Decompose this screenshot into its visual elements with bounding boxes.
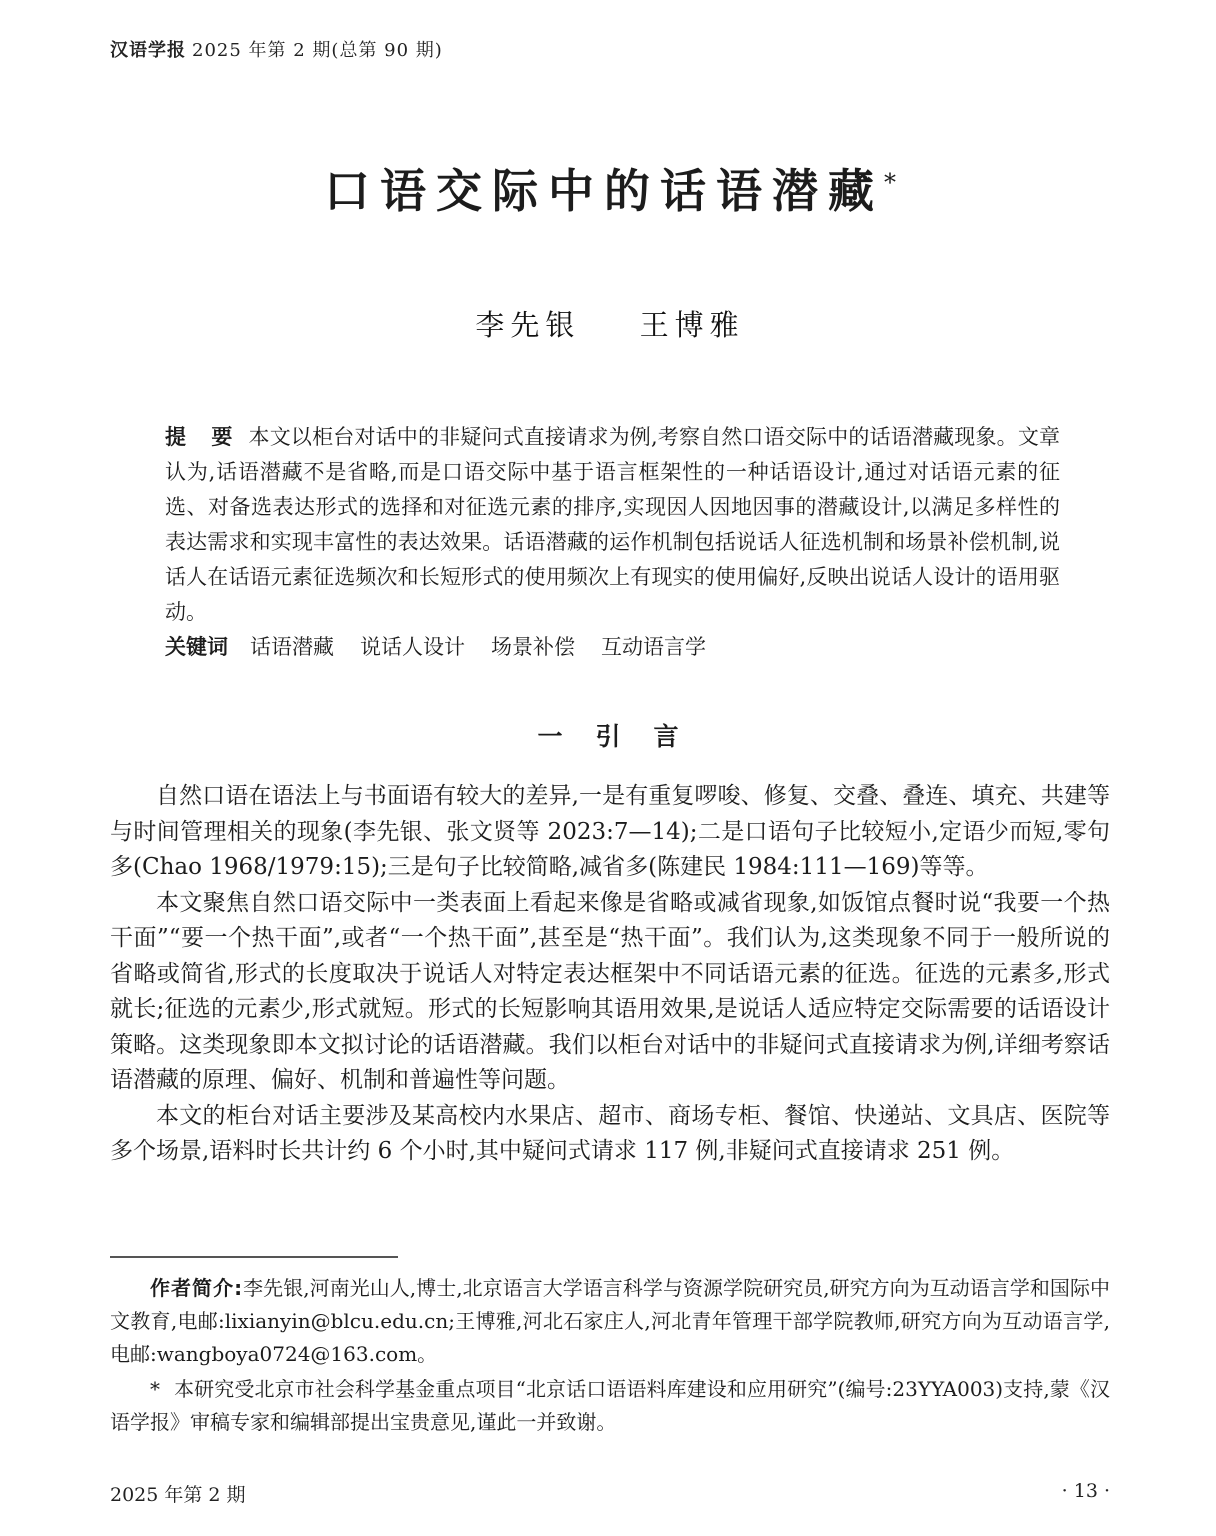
- keyword-1: 话语潜藏: [250, 635, 334, 660]
- abstract-paragraph: [165, 420, 1060, 630]
- body-paragraph-1: 自然口语在语法上与书面语有较大的差异,一是有重复啰唆、修复、交叠、叠连、填充、共建等与时间管理相关的现象(李先银、张文贤等 2023:7—14);二是口语句子比较短小,定语少而短,零句多(Chao 1968/1979:15);三是句子比较简略,减省多(陈建民 1984:111—169)等等。: [110, 783, 1110, 881]
- article-title: [110, 164, 1110, 219]
- journal-header: [110, 36, 1110, 62]
- journal-issue-info: 2025 年第 2 期(总第 90 期): [192, 40, 443, 61]
- footnote-divider: [110, 1256, 398, 1258]
- footer-issue-info: 2025 年第 2 期: [110, 1484, 246, 1506]
- author-name-2: 王博雅: [639, 308, 745, 343]
- footer-page-number: · 13 ·: [1061, 1480, 1110, 1502]
- keyword-2: 说话人设计: [360, 635, 465, 660]
- keywords-label: 关键词: [165, 635, 228, 660]
- author-bio-label: 作者简介:: [150, 1276, 244, 1300]
- funding-note: [110, 1373, 1110, 1439]
- keywords-line: [165, 630, 1060, 665]
- funding-note-text: 本研究受北京市社会科学基金重点项目“北京话口语语料库建设和应用研究”(编号:23YYA003)支持,蒙《汉语学报》审稿专家和编辑部提出宝贵意见,谨此一并致谢。: [110, 1377, 1110, 1434]
- journal-name: 汉语学报: [110, 40, 186, 61]
- article-title-text: 口语交际中的话语潜藏: [324, 164, 884, 218]
- title-footnote-marker: *: [884, 168, 896, 197]
- author-bio-text: 李先银,河南光山人,博士,北京语言大学语言科学与资源学院研究员,研究方向为互动语言学和国际中文教育,电邮:lixianyin@blcu.edu.cn;王博雅,河北石家庄人,河北青年管理干部学院教师,研究方向为互动语言学,电邮:wangboya0724@163.com。: [110, 1276, 1110, 1366]
- abstract-label: 提 要: [165, 425, 235, 450]
- body-text: [110, 779, 1110, 1170]
- keyword-3: 场景补偿: [491, 635, 575, 660]
- author-bio-note: [110, 1272, 1110, 1371]
- body-paragraph-3: 本文的柜台对话主要涉及某高校内水果店、超市、商场专柜、餐馆、快递站、文具店、医院等多个场景,语料时长共计约 6 个小时,其中疑问式请求 117 例,非疑问式直接请求 251 例。: [110, 1102, 1110, 1165]
- body-paragraph-2: 本文聚焦自然口语交际中一类表面上看起来像是省略或减省现象,如饭馆点餐时说“我要一个热干面”“要一个热干面”,或者“一个热干面”,甚至是“热干面”。我们认为,这类现象不同于一般所说的省略或简省,形式的长度取决于说话人对特定表达框架中不同话语元素的征选。征选的元素多,形式就长;征选的元素少,形式就短。形式的长短影响其语用效果,是说话人适应特定交际需要的话语设计策略。这类现象即本文拟讨论的话语潜藏。我们以柜台对话中的非疑问式直接请求为例,详细考察话语潜藏的原理、偏好、机制和普遍性等问题。: [110, 889, 1110, 1094]
- funding-note-marker: *: [150, 1377, 160, 1401]
- page-footer: [110, 1480, 1110, 1507]
- author-line: [110, 303, 1110, 344]
- section-heading-introduction: 一 引 言: [537, 722, 683, 752]
- keyword-4: 互动语言学: [601, 635, 706, 660]
- footnote-area: [110, 1256, 1110, 1439]
- abstract-text: 本文以柜台对话中的非疑问式直接请求为例,考察自然口语交际中的话语潜藏现象。文章认为,话语潜藏不是省略,而是口语交际中基于语言框架性的一种话语设计,通过对话语元素的征选、对备选表达形式的选择和对征选元素的排序,实现因人因地因事的潜藏设计,以满足多样性的表达需求和实现丰富性的表达效果。话语潜藏的运作机制包括说话人征选机制和场景补偿机制,说话人在话语元素征选频次和长短形式的使用频次上有现实的使用偏好,反映出说话人设计的语用驱动。: [165, 425, 1061, 625]
- author-name-1: 李先银: [475, 308, 581, 343]
- abstract-block: [110, 420, 1110, 665]
